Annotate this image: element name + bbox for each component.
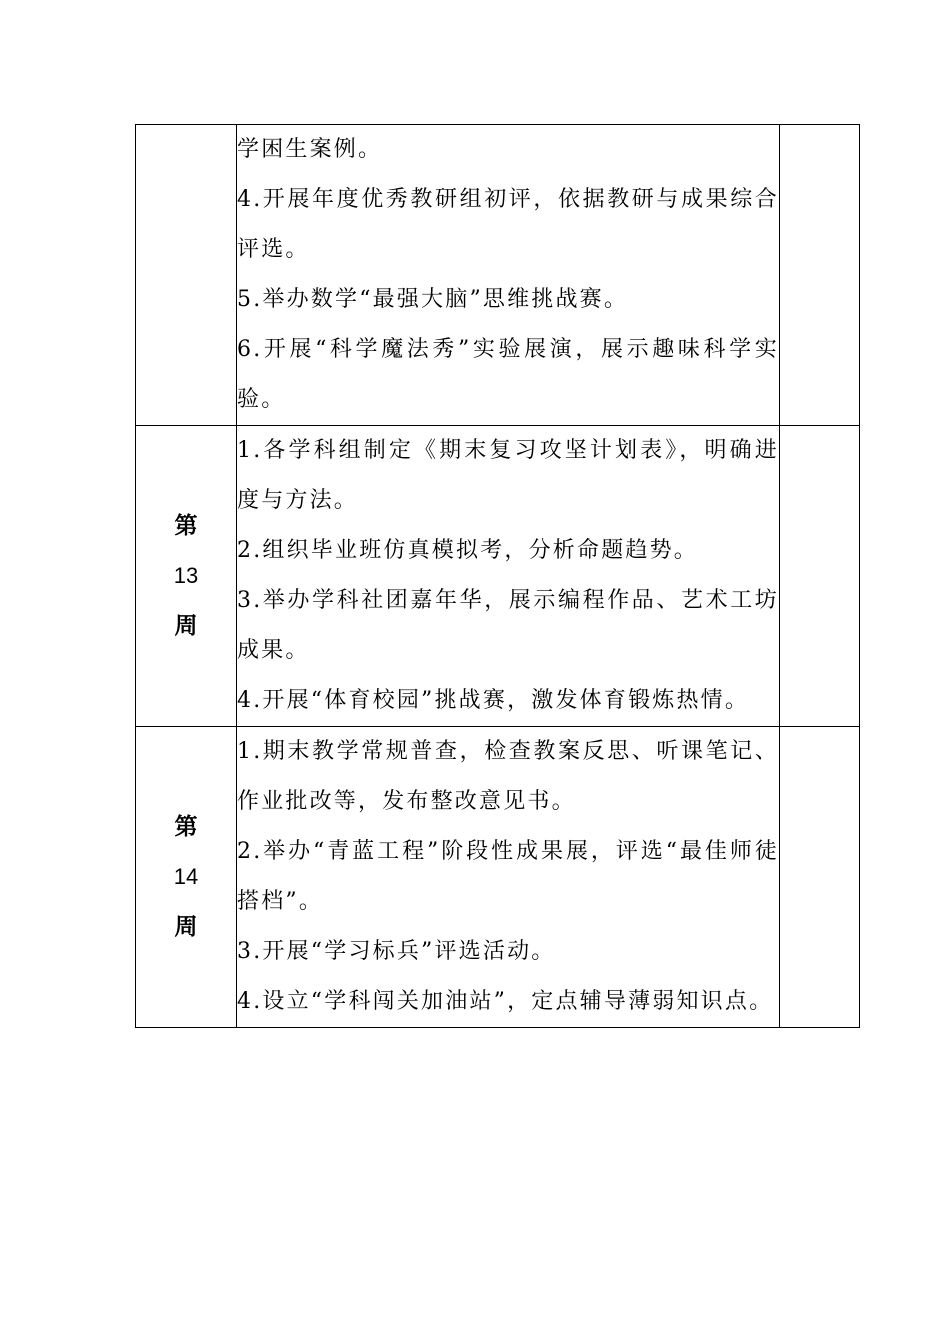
table-row — [136, 426, 860, 727]
week-cell — [136, 125, 237, 426]
list-item: 1.期末教学常规普查，检查教案反思、听课笔记、作业批改等，发布整改意见书。 — [237, 739, 779, 814]
list-item: 6.开展“科学魔法秀”实验展演，展示趣味科学实验。 — [237, 337, 779, 412]
week-cell — [136, 426, 237, 727]
week-cell — [136, 727, 237, 1028]
list-item: 2.举办“青蓝工程”阶段性成果展，评选“最佳师徒搭档”。 — [237, 839, 779, 914]
list-item: 5.举办数学“最强大脑”思维挑战赛。 — [237, 287, 629, 312]
list-item: 1.各学科组制定《期末复习攻坚计划表》，明确进度与方法。 — [237, 438, 779, 513]
list-item: 3.举办学科社团嘉年华，展示编程作品、艺术工坊成果。 — [237, 588, 779, 663]
week-label-suffix: 周 — [174, 914, 198, 940]
table-row — [136, 727, 860, 1028]
list-item: 学困生案例。 — [237, 137, 383, 162]
content-cell — [237, 727, 780, 1028]
week-label-prefix: 第 — [174, 513, 198, 539]
list-item: 4.开展年度优秀教研组初评，依据教研与成果综合评选。 — [237, 187, 779, 262]
list-item: 4.开展“体育校园”挑战赛，激发体育锻炼热情。 — [237, 688, 750, 713]
list-item: 2.组织毕业班仿真模拟考，分析命题趋势。 — [237, 538, 698, 563]
week-label-suffix: 周 — [174, 613, 198, 639]
table-row — [136, 125, 860, 426]
week-number: 13 — [173, 563, 199, 588]
list-item: 4.设立“学科闯关加油站”，定点辅导薄弱知识点。 — [237, 989, 774, 1014]
weekly-plan-table — [135, 124, 860, 1028]
content-cell — [237, 125, 780, 426]
list-item: 3.开展“学习标兵”评选活动。 — [237, 939, 556, 964]
note-cell — [780, 426, 860, 727]
week-label-prefix: 第 — [174, 814, 198, 840]
content-cell — [237, 426, 780, 727]
week-number: 14 — [173, 864, 199, 889]
note-cell — [780, 125, 860, 426]
note-cell — [780, 727, 860, 1028]
